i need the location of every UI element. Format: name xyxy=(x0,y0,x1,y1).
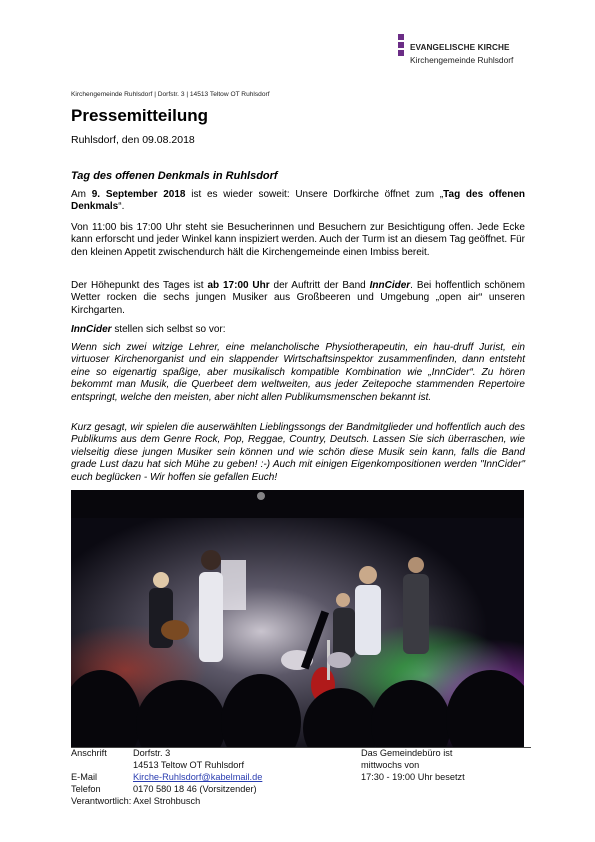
email-link[interactable]: Kirche-Ruhlsdorf@kabelmail.de xyxy=(133,772,263,782)
phone-label: Telefon xyxy=(71,784,101,794)
office-hours-line-2: mittwochs von xyxy=(361,760,420,770)
office-hours-line-1: Das Gemeindebüro ist xyxy=(361,748,453,758)
paragraph-intro: Am 9. September 2018 ist es wieder soweit: Unsere Dorfkirche öffnet zum „Tag des offenen Denkmals“. xyxy=(71,189,526,213)
paragraph-opening-hours: Von 11:00 bis 17:00 Uhr steht sie Besucherinnen und Besuchern zur Besichtigung offen. Jede Ecke kann erforscht und jeder Winkel kann inspiziert werden. Auch der Turm ist an diesem Tag geöffnet. Für den kleinen Appetit zwischendurch hält die Kirchengemeinde einen Imbiss bereit. xyxy=(71,222,525,258)
quote-paragraph-2: Kurz gesagt, wir spielen die auserwählten Lieblingssongs der Bandmitglieder und hoffentlich auch des Publikums aus dem Genre Rock, Pop, Reggae, Country, Deutsch. Lassen Sie sich überraschen, wie vielseitig diese jungen Musiker sein können und wie schön diese Musik sein kann, falls die Band grade Lust dazu hat sich Mühe zu geben! :-) Auch mit einigen Eigenkompositionen werden "InnCider" euch beglücken - Wir hoffen sie gefallen Euch! xyxy=(71,422,525,483)
paragraph-highlight: Der Höhepunkt des Tages ist ab 17:00 Uhr der Auftritt der Band InnCider. Bei hoffentlich schönem Wetter rocken die sechs jungen Musiker aus Großbeeren und Umgebung „open air“ unseren Kirchgarten. xyxy=(71,280,525,316)
section-heading: Tag des offenen Denkmals in Ruhlsdorf xyxy=(71,170,278,182)
office-hours-line-3: 17:30 - 19:00 Uhr besetzt xyxy=(361,772,465,782)
band-name: InnCider xyxy=(369,280,411,291)
phone-number: 0170 580 18 46 (Vorsitzender) xyxy=(133,784,257,794)
address-street: Dorfstr. 3 xyxy=(133,748,171,758)
email-label: E-Mail xyxy=(71,772,98,782)
email-link-wrap xyxy=(133,772,262,782)
org-title: EVANGELISCHE KIRCHE xyxy=(410,43,510,52)
org-subtitle: Kirchengemeinde Ruhlsdorf xyxy=(410,55,514,65)
concert-time: ab 17:00 Uhr xyxy=(207,280,270,291)
responsible-person: Verantwortlich: Axel Strohbusch xyxy=(71,796,201,806)
address-label: Anschrift xyxy=(71,748,107,758)
date-line: Ruhlsdorf, den 09.08.2018 xyxy=(71,134,195,146)
paragraph-band-intro: InnCider stellen sich selbst so vor: xyxy=(71,324,226,335)
band-photo xyxy=(71,490,524,747)
event-name: Tag des offenen Denkmals xyxy=(71,189,526,213)
page-title: Pressemitteilung xyxy=(71,106,208,125)
quote-paragraph-1: Wenn sich zwei witzige Lehrer, eine melancholische Physiotherapeutin, ein hau-druff Jurist, ein virtuoser Kirchenorganist und ein slappender Wirtschaftsinspektor zusammenfinden, dann entsteht eine so eigenartig spaßige, aber musikalisch kompatible Kombination wie „InnCider“. Zu hören bekommt man Musik, die Querbeet dem weltweiten, aus jeder Zeitepoche stammenden Repertoire entspringt, welche den meisten, aber nicht allen Publikumsmenschen bekannt ist. xyxy=(71,342,525,403)
sender-address-line: Kirchengemeinde Ruhlsdorf | Dorfstr. 3 | 14513 Teltow OT Ruhlsdorf xyxy=(71,91,270,98)
event-date: 9. September 2018 xyxy=(91,189,186,200)
address-city: 14513 Teltow OT Ruhlsdorf xyxy=(133,760,244,770)
